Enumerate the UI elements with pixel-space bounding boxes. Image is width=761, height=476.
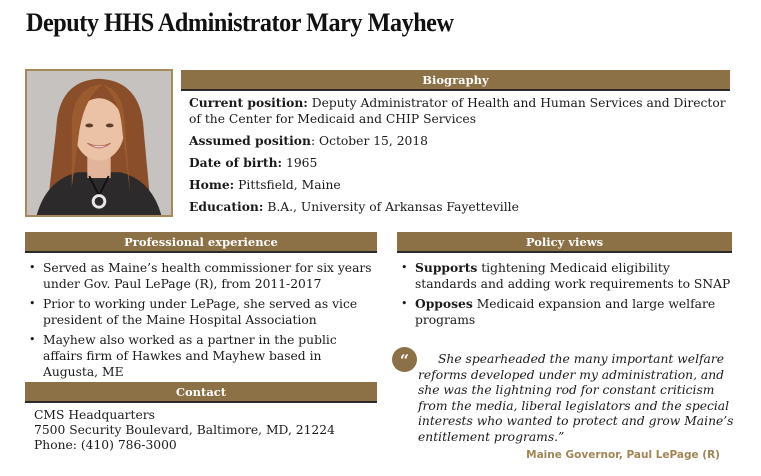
experience-item: • Mayhew also worked as a partner in the public affairs firm of Hawkes and Mayhew based in Augusta, ME — [27, 332, 377, 380]
bio-current-position — [189, 95, 730, 127]
policy-views-section — [397, 232, 732, 332]
quote-mark-icon: “ — [392, 347, 417, 372]
contact-section — [25, 382, 377, 453]
contact-address: 7500 Security Boulevard, Baltimore, MD, 21224 — [34, 423, 335, 437]
experience-item: • Prior to working under LePage, she served as vice president of the Maine Hospital Association — [27, 296, 377, 328]
professional-experience-section — [25, 232, 377, 384]
policy-label: Opposes — [415, 296, 473, 311]
bio-label: Current position: — [189, 95, 308, 110]
biography-section — [181, 70, 730, 221]
portrait-image — [27, 71, 171, 215]
contact-organization: CMS Headquarters — [34, 408, 155, 422]
policy-label: Supports — [415, 260, 478, 275]
bio-value: 1965 — [282, 156, 318, 170]
bio-value: Pittsfield, Maine — [234, 178, 341, 192]
contact-phone: Phone: (410) 786-3000 — [34, 438, 177, 452]
biography-header: Biography — [181, 70, 730, 91]
policy-value: tightening Medicaid eligibility standards and adding work requirements to SNAP — [415, 261, 731, 291]
bio-home — [189, 177, 730, 193]
experience-item: • Served as Maine’s health commissioner for six years under Gov. Paul LePage (R), from 2011-2017 — [27, 260, 377, 292]
bio-label: Home: — [189, 177, 235, 192]
bio-label: Assumed position — [189, 133, 311, 148]
page-title: Deputy HHS Administrator Mary Mayhew — [26, 8, 454, 37]
bio-education — [189, 199, 730, 215]
bio-value: Deputy Administrator of Health and Human Services and Director of the Center for Medicaid and CHIP Services — [189, 96, 726, 126]
bio-label: Education: — [189, 199, 264, 214]
quote-text: She spearheaded the many important welfare reforms developed under my administration, and she was the lightning rod for constant criticism from the media, liberal legislators and the special interests who wanted to protect and grow Maine’s entitlement programs.” — [418, 352, 734, 444]
portrait-photo — [25, 69, 173, 217]
policy-item-supports — [399, 260, 732, 292]
policy-views-header: Policy views — [397, 232, 732, 253]
bio-date-of-birth — [189, 155, 730, 171]
bio-assumed-position — [189, 133, 730, 149]
bio-value: B.A., University of Arkansas Fayetteville — [263, 200, 519, 214]
quote-attribution: Maine Governor, Paul LePage (R) — [526, 449, 720, 461]
professional-experience-header: Professional experience — [25, 232, 377, 253]
policy-value: Medicaid expansion and large welfare programs — [415, 297, 716, 327]
bio-value: : October 15, 2018 — [310, 134, 428, 148]
contact-header: Contact — [25, 382, 377, 403]
policy-item-opposes — [399, 296, 732, 328]
bio-label: Date of birth: — [189, 155, 283, 170]
